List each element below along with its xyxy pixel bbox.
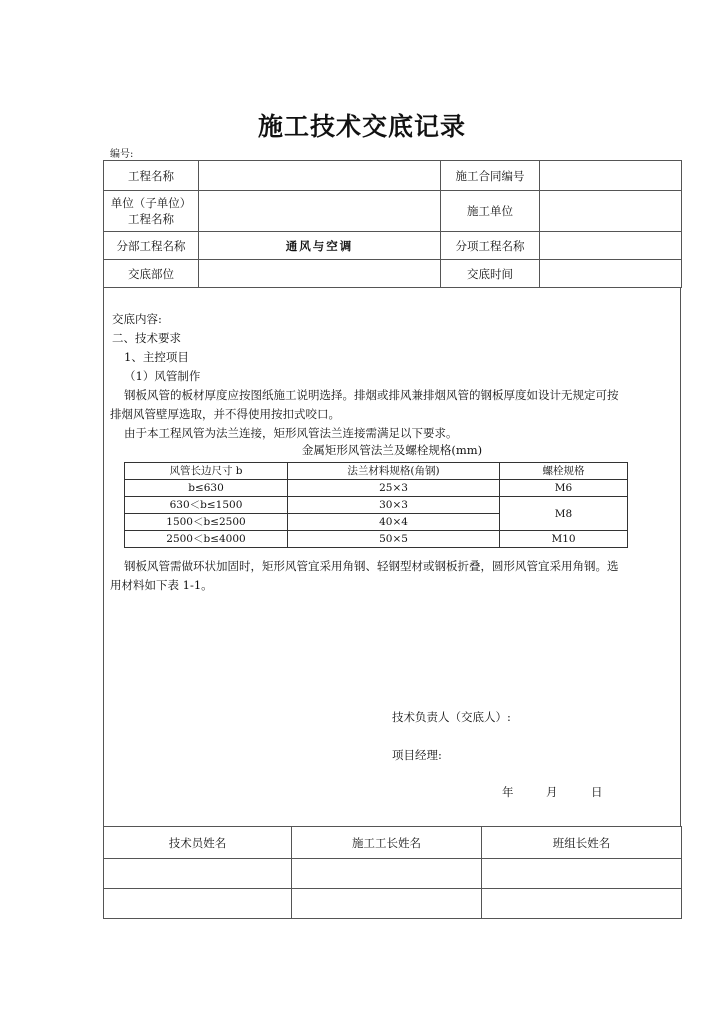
subdivision-value bbox=[540, 232, 682, 260]
signature-table bbox=[103, 826, 682, 919]
unit-project-label bbox=[104, 191, 199, 232]
location-label: 交底部位 bbox=[104, 260, 199, 288]
subitem-heading: （1）风管制作 bbox=[124, 369, 201, 383]
division-label: 分部工程名称 bbox=[104, 232, 199, 260]
technician-name-header: 技术员姓名 bbox=[104, 827, 292, 859]
technician-name-cell[interactable] bbox=[104, 889, 292, 919]
foreman-name-cell[interactable] bbox=[292, 889, 482, 919]
paragraph-1-line-2: 排烟风管壁厚选取，并不得使用按扣式咬口。 bbox=[110, 407, 340, 421]
tech-lead-signature-label: 技术负责人（交底人）: bbox=[392, 710, 511, 724]
date-day-label: 日 bbox=[591, 785, 603, 799]
project-manager-signature-label: 项目经理: bbox=[392, 748, 442, 762]
spec-cell-size: 1500＜b≤2500 bbox=[125, 514, 288, 531]
team-leader-name-cell[interactable] bbox=[482, 889, 682, 919]
spec-header-bolt: 螺栓规格 bbox=[500, 463, 628, 480]
project-name-label: 工程名称 bbox=[104, 161, 199, 191]
spec-cell-size: 2500＜b≤4000 bbox=[125, 531, 288, 548]
paragraph-1-line-1: 钢板风管的板材厚度应按图纸施工说明选择。排烟或排风兼排烟风管的钢板厚度如设计无规定可按 bbox=[124, 388, 619, 402]
unit-label-line1: 单位（子单位） bbox=[110, 196, 192, 210]
division-value: 通风与空调 bbox=[199, 232, 441, 260]
page-title: 施工技术交底记录 bbox=[257, 112, 466, 141]
spec-header-flange: 法兰材料规格(角钢) bbox=[288, 463, 500, 480]
header-table bbox=[103, 160, 682, 288]
content-section bbox=[103, 287, 681, 826]
spec-cell-flange: 30×3 bbox=[288, 497, 500, 514]
spec-cell-flange: 40×4 bbox=[288, 514, 500, 531]
date-month-label: 月 bbox=[546, 785, 558, 799]
subdivision-label: 分项工程名称 bbox=[441, 232, 540, 260]
spec-cell-flange: 50×5 bbox=[288, 531, 500, 548]
unit-label-line2: 工程名称 bbox=[128, 212, 174, 226]
content-heading: 交底内容: bbox=[112, 312, 162, 326]
serial-number-label: 编号: bbox=[110, 149, 134, 160]
spec-cell-bolt: M10 bbox=[500, 531, 628, 548]
foreman-name-cell[interactable] bbox=[292, 859, 482, 889]
spec-cell-bolt: M8 bbox=[500, 497, 628, 531]
section-heading: 二、技术要求 bbox=[112, 331, 181, 345]
construction-unit-value bbox=[540, 191, 682, 232]
technician-name-cell[interactable] bbox=[104, 859, 292, 889]
location-value bbox=[199, 260, 441, 288]
time-label: 交底时间 bbox=[441, 260, 540, 288]
spec-cell-size: b≤630 bbox=[125, 480, 288, 497]
date-year-label: 年 bbox=[502, 785, 514, 799]
unit-project-value bbox=[199, 191, 441, 232]
paragraph-2: 由于本工程风管为法兰连接，矩形风管法兰连接需满足以下要求。 bbox=[124, 426, 458, 440]
contract-number-value bbox=[540, 161, 682, 191]
team-leader-name-cell[interactable] bbox=[482, 859, 682, 889]
contract-number-label: 施工合同编号 bbox=[441, 161, 540, 191]
spec-cell-size: 630＜b≤1500 bbox=[125, 497, 288, 514]
paragraph-3-line-1: 钢板风管需做环状加固时，矩形风管宜采用角钢、轻钢型材或钢板折叠，圆形风管宜采用角钢。选 bbox=[124, 559, 619, 573]
foreman-name-header: 施工工长姓名 bbox=[292, 827, 482, 859]
spec-cell-bolt: M6 bbox=[500, 480, 628, 497]
paragraph-3-line-2: 用材料如下表 1-1。 bbox=[110, 578, 213, 592]
time-value bbox=[540, 260, 682, 288]
spec-table-title: 金属矩形风管法兰及螺栓规格(mm) bbox=[301, 443, 483, 457]
spec-cell-flange: 25×3 bbox=[288, 480, 500, 497]
project-name-value bbox=[199, 161, 441, 191]
spec-header-size: 风管长边尺寸 b bbox=[125, 463, 288, 480]
construction-unit-label: 施工单位 bbox=[441, 191, 540, 232]
spec-table bbox=[124, 462, 628, 548]
item-heading: 1、主控项目 bbox=[124, 350, 189, 364]
team-leader-name-header: 班组长姓名 bbox=[482, 827, 682, 859]
